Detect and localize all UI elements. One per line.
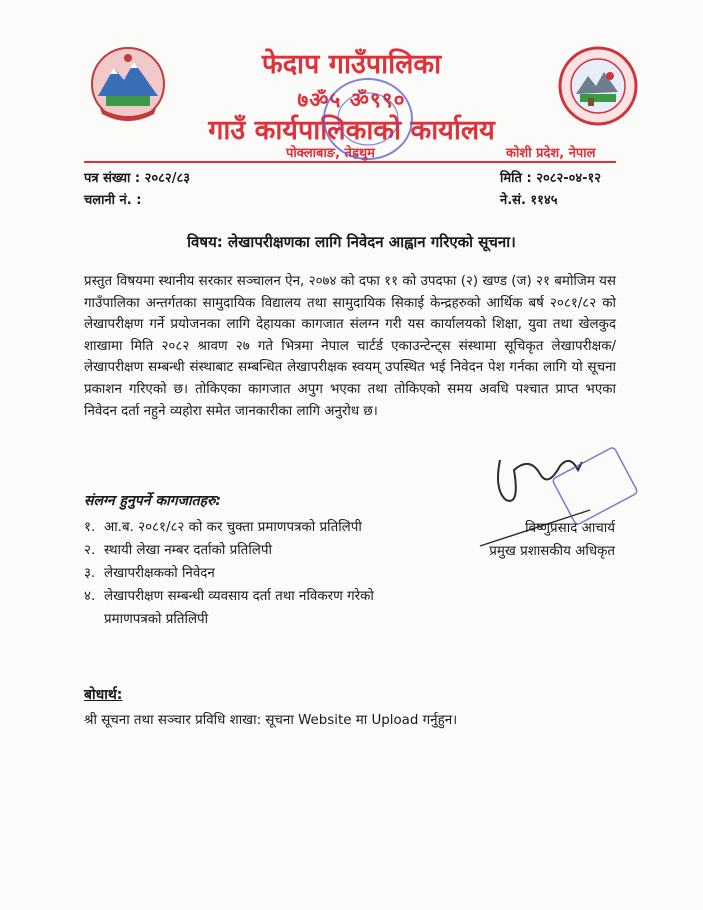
- bodharth-text: श्री सूचना तथा सञ्चार प्रविधि शाखा: सूचना Website मा Upload गर्नुहुन।: [84, 713, 458, 728]
- date-value: २०८२-०४-१२: [536, 171, 602, 186]
- list-number: ३.: [84, 566, 96, 581]
- nepal-sambat-line: [500, 190, 557, 208]
- date-label: मिति :: [500, 171, 532, 186]
- ne-value: ११४५: [530, 193, 558, 208]
- list-text: लेखापरीक्षण सम्बन्धी व्यवसाय दर्ता तथा नविकरण गरेको प्रमाणपत्रको प्रतिलिपी: [104, 589, 374, 627]
- list-number: २.: [84, 543, 96, 558]
- signatory-title: प्रमुख प्रशासकीय अधिकृत: [489, 544, 615, 559]
- municipality-title: फेदाप गाउँपालिका: [261, 49, 442, 80]
- list-item: [84, 539, 424, 562]
- header-divider: [84, 161, 616, 163]
- attachments-list: [84, 516, 424, 631]
- patra-label: पत्र संख्या :: [84, 171, 141, 186]
- date-line: [500, 168, 601, 186]
- address-left: पोक्लाबाङ, तेह्रथुम: [286, 146, 375, 161]
- signatory-name: विष्णुप्रसाद आचार्य: [525, 521, 615, 536]
- patra-value: २०८२/८३: [144, 171, 190, 186]
- list-text: लेखापरीक्षकको निवेदन: [104, 566, 215, 581]
- list-item: [84, 516, 424, 539]
- chalani-number: [84, 190, 141, 208]
- list-item: [84, 585, 424, 631]
- notice-subject: विषय: लेखापरीक्षणका लागि निवेदन आह्वान गरिएको सूचना।: [187, 233, 516, 251]
- address-right: कोशी प्रदेश, नेपाल: [506, 146, 596, 161]
- patra-sankhya: [84, 168, 190, 186]
- list-text: स्थायी लेखा नम्बर दर्ताको प्रतिलिपी: [104, 543, 272, 558]
- ne-label: ने.सं.: [500, 193, 526, 208]
- established-line: ७ॐ५ ॐ९९०: [297, 88, 406, 112]
- list-item: [84, 562, 424, 585]
- list-number: १.: [84, 520, 96, 535]
- list-text: आ.ब. २०८१/८२ को कर चुक्ता प्रमाणपत्रको प्रतिलिपी: [104, 520, 362, 535]
- office-title: गाउँ कार्यपालिकाको कार्यालय: [208, 115, 495, 146]
- chalani-label: चलानी नं. :: [84, 193, 142, 208]
- office-stamp-icon: [318, 74, 418, 164]
- bodharth-heading: बोधार्थ:: [84, 687, 123, 703]
- attachments-heading: संलग्न हुनुपर्ने कागजातहरु:: [84, 493, 221, 509]
- list-number: ४.: [84, 589, 96, 604]
- notice-body: प्रस्तुत विषयमा स्थानीय सरकार सञ्चालन ऐन, २०७४ को दफा ११ को उपदफा (२) खण्ड (ज) २१ बमोजिम यस गाउँपालिका अन्तर्गतका सामुदायिक विद्यालय तथा सामुदायिक सिकाई केन्द्रहरुको आर्थिक बर्ष २०८१/८२ को लेखापरीक्षण गर्ने प्रयोजनका लागि देहायका कागजात संलग्न गरी यस कार्यालयको शिक्षा, युवा तथा खेलकुद शाखामा मिति २०८२ श्रावण २७ गते भित्रमा नेपाल चार्टर्ड एकाउन्टेन्ट्स संस्थामा सूचिकृत लेखापरीक्षक/लेखापरीक्षण सम्बन्धी संस्थाबाट सम्बन्धित लेखापरीक्षक स्वयम् उपस्थित भई निवेदन पेश गर्नका लागि यो सूचना प्रकाशन गरिएको छ। तोकिएका कागजात अपुग भएका तथा तोकिएको समय अवधि पश्चात प्राप्त भएका निवेदन दर्ता नहुने व्यहोरा समेत जानकारीका लागि अनुरोध छ।: [84, 274, 616, 419]
